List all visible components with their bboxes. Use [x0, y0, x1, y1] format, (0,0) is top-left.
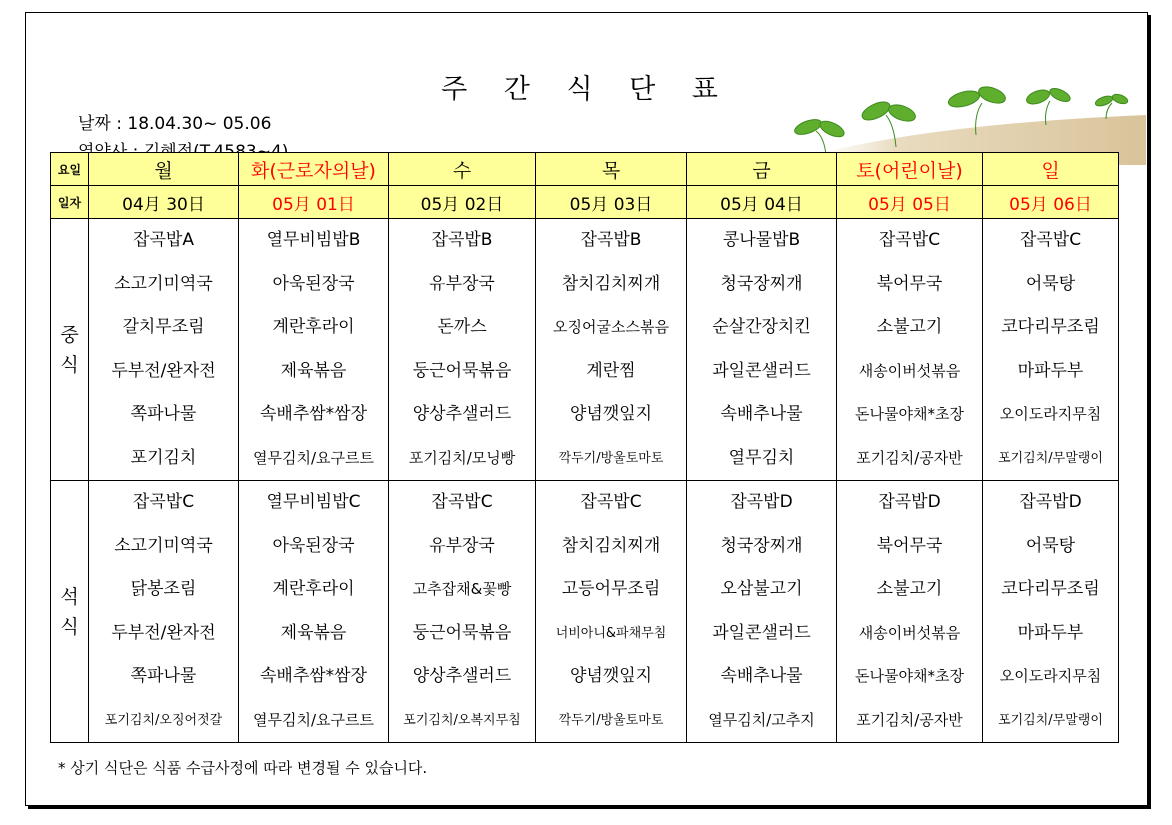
dish: 계란후라이 [272, 317, 355, 337]
dinner-day-cell [89, 481, 239, 743]
dish: 소고기미역국 [114, 535, 213, 556]
dish: 포기김치/공자반 [856, 448, 963, 467]
dish: 잡곡밥C [1019, 230, 1082, 250]
dish: 잡곡밥C [431, 492, 493, 512]
date-sat: 05月 05日 [837, 186, 983, 219]
weekday-mon: 월 [89, 153, 239, 186]
lunch-day-cell [89, 219, 239, 481]
weekday-wed: 수 [389, 153, 536, 186]
dish: 포기김치/무말랭이 [998, 450, 1103, 466]
dinner-day-cell [983, 481, 1119, 743]
dish: 포기김치/무말랭이 [998, 712, 1103, 728]
lunch-row [51, 219, 1119, 481]
dish: 속배추나물 [720, 666, 803, 686]
weekday-label: 요일 [51, 153, 89, 186]
lunch-day-cell [983, 219, 1119, 481]
dish: 북어무국 [876, 535, 943, 556]
lunch-day-cell [239, 219, 389, 481]
weekday-fri: 금 [687, 153, 837, 186]
lunch-label-text: 중식 [60, 323, 79, 376]
dish: 돈나물야채*초장 [855, 405, 964, 423]
date-mon: 04月 30日 [89, 186, 239, 219]
dish: 오징어굴소스볶음 [553, 318, 669, 336]
dish: 오이도라지무침 [999, 405, 1102, 423]
dinner-label [51, 481, 89, 743]
weekday-thu: 목 [536, 153, 687, 186]
dish: 깍두기/방울토마토 [558, 450, 664, 466]
footnote: * 상기 식단은 식품 수급사정에 따라 변경될 수 있습니다. [58, 759, 428, 777]
dish: 아욱된장국 [272, 273, 355, 294]
dish: 콩나물밥B [722, 230, 801, 250]
dish: 제육볶음 [280, 622, 347, 643]
dish: 유부장국 [429, 535, 495, 556]
dish: 유부장국 [429, 273, 495, 294]
dish: 둥근어묵볶음 [412, 622, 512, 643]
dish: 코다리무조림 [1001, 317, 1100, 337]
date-wed: 05月 02日 [389, 186, 536, 219]
dish: 돈나물야채*초장 [855, 667, 964, 685]
dish: 열무김치/고추지 [708, 710, 815, 729]
dish: 마파두부 [1017, 360, 1084, 381]
dish: 새송이버섯볶음 [858, 623, 961, 642]
dish: 잡곡밥D [730, 492, 793, 512]
dish: 잡곡밥C [878, 230, 941, 250]
dinner-day-cell [536, 481, 687, 743]
dish: 과일콘샐러드 [712, 360, 811, 381]
dish: 포기김치/오복지무침 [403, 712, 521, 728]
weekday-sat: 토(어린이날) [837, 153, 983, 186]
dish: 잡곡밥B [431, 230, 493, 250]
dish: 소고기미역국 [114, 273, 213, 294]
dish: 쪽파나물 [130, 404, 197, 424]
dish: 두부전/완자전 [111, 622, 216, 643]
dish: 소불고기 [876, 317, 943, 337]
dish: 잡곡밥B [580, 230, 642, 250]
dinner-day-cell [389, 481, 536, 743]
weekday-sun: 일 [983, 153, 1119, 186]
dish: 속배추나물 [720, 404, 803, 424]
lunch-day-cell [389, 219, 536, 481]
dish: 소불고기 [876, 579, 943, 599]
dish: 돈까스 [437, 317, 487, 337]
dish: 잡곡밥D [878, 492, 941, 512]
dish: 제육볶음 [280, 360, 347, 381]
weekday-tue: 화(근로자의날) [239, 153, 389, 186]
dish: 열무김치 [728, 447, 795, 468]
dish: 오삼불고기 [720, 579, 803, 599]
date-row [51, 186, 1119, 219]
dish: 포기김치/오징어젓갈 [104, 712, 223, 728]
dish: 과일콘샐러드 [712, 622, 811, 643]
dish: 계란후라이 [272, 579, 355, 599]
dish: 두부전/완자전 [111, 360, 216, 381]
date-sun: 05月 06日 [983, 186, 1119, 219]
dish: 열무김치/요구르트 [253, 710, 374, 729]
dish: 순살간장치킨 [712, 317, 811, 337]
dish: 쪽파나물 [130, 666, 197, 686]
page-title: 주 간 식 단 표 [441, 74, 732, 105]
date-label: 일자 [51, 186, 89, 219]
dish: 청국장찌개 [720, 535, 803, 556]
dish: 잡곡밥D [1019, 492, 1082, 512]
dish: 속배추쌈*쌈장 [259, 404, 368, 424]
date-tue: 05月 01日 [239, 186, 389, 219]
dish: 포기김치/공자반 [856, 710, 963, 729]
dish: 어묵탕 [1025, 535, 1076, 556]
dish: 양념깻잎지 [569, 666, 653, 686]
dish: 코다리무조림 [1001, 579, 1100, 599]
dish: 둥근어묵볶음 [412, 360, 512, 381]
weekly-menu-table [50, 152, 1119, 743]
dish: 포기김치/모닝빵 [408, 448, 516, 467]
lunch-day-cell [687, 219, 837, 481]
dish: 양상추샐러드 [412, 666, 512, 686]
dish: 새송이버섯볶음 [858, 361, 961, 380]
dish: 고등어무조림 [561, 579, 661, 599]
dish: 갈치무조림 [122, 317, 205, 337]
dish: 잡곡밥C [580, 492, 642, 512]
dish: 깍두기/방울토마토 [558, 712, 664, 728]
dish: 열무김치/요구르트 [253, 448, 374, 467]
dish: 어묵탕 [1025, 273, 1076, 294]
dish: 참치김치찌개 [561, 273, 661, 294]
dish: 잡곡밥A [133, 230, 194, 250]
dish: 속배추쌈*쌈장 [259, 666, 368, 686]
weekday-row [51, 153, 1119, 186]
dish: 북어무국 [876, 273, 943, 294]
dish: 열무비빔밥C [266, 492, 361, 512]
dish: 양상추샐러드 [412, 404, 512, 424]
dish: 잡곡밥C [132, 492, 195, 512]
dish: 양념깻잎지 [569, 404, 653, 424]
dish: 아욱된장국 [272, 535, 355, 556]
dinner-day-cell [837, 481, 983, 743]
date-fri: 05月 04日 [687, 186, 837, 219]
date-thu: 05月 03日 [536, 186, 687, 219]
dinner-day-cell [687, 481, 837, 743]
dinner-day-cell [239, 481, 389, 743]
dinner-label-text: 석식 [60, 585, 79, 638]
dish: 고추잡채&꽃빵 [412, 580, 512, 598]
dish: 너비아니&파채무침 [555, 625, 667, 641]
lunch-label [51, 219, 89, 481]
dinner-row [51, 481, 1119, 743]
dish: 계란찜 [586, 360, 636, 381]
lunch-day-cell [536, 219, 687, 481]
dish: 포기김치 [130, 447, 197, 468]
dish: 열무비빔밥B [266, 230, 361, 250]
dish: 청국장찌개 [720, 273, 803, 294]
dish: 닭봉조림 [130, 579, 197, 599]
dish: 마파두부 [1017, 622, 1084, 643]
date-range: 날짜 : 18.04.30~ 05.06 [78, 114, 272, 134]
dish: 참치김치찌개 [561, 535, 661, 556]
lunch-day-cell [837, 219, 983, 481]
dish: 오이도라지무침 [999, 667, 1102, 685]
